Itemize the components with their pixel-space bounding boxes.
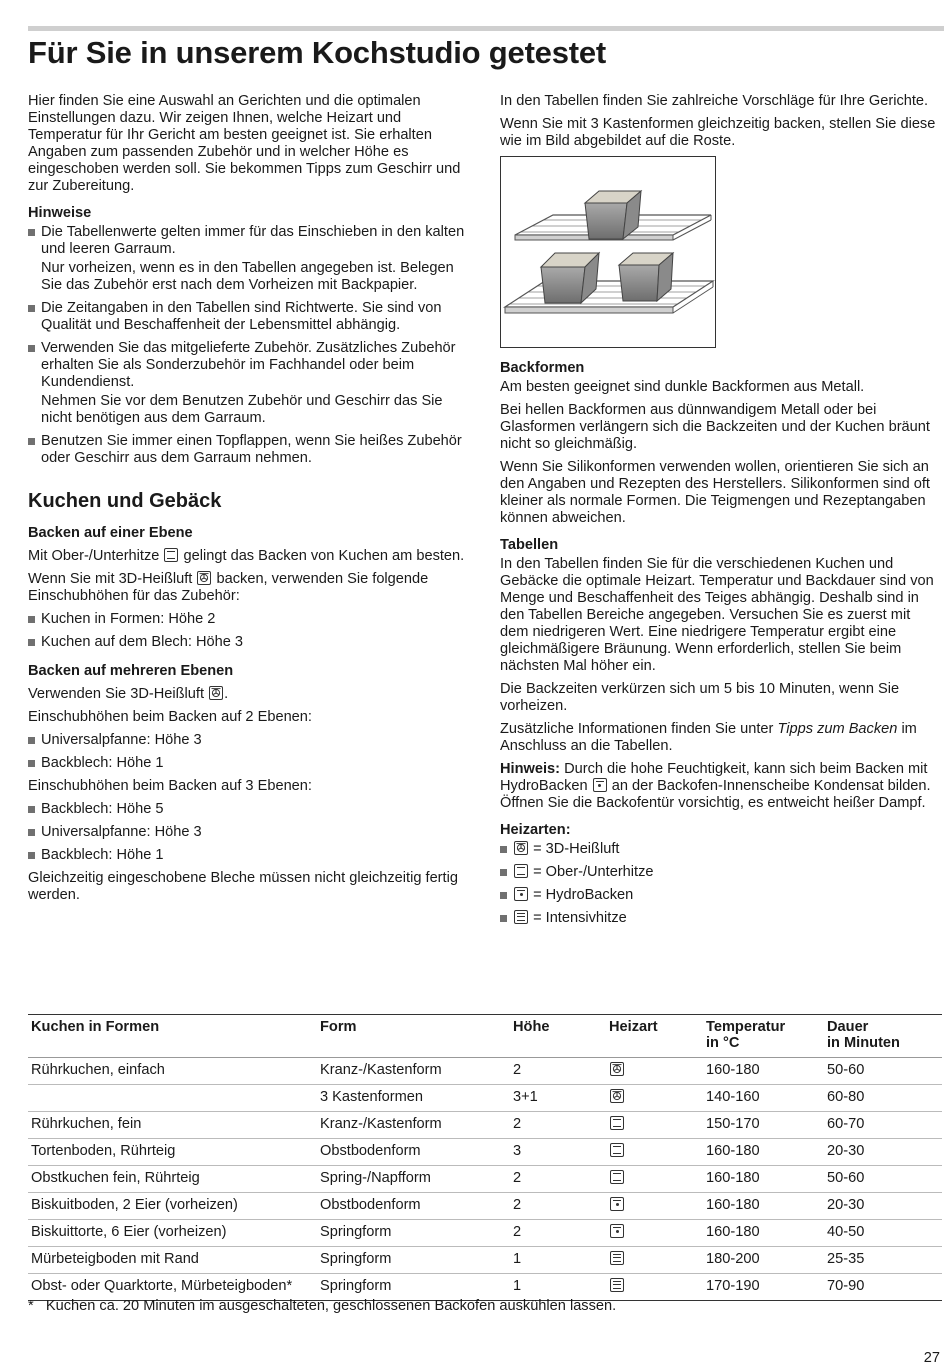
heizart-label: = HydroBacken bbox=[533, 887, 634, 903]
3d-heissluft-icon bbox=[209, 686, 223, 700]
table-row bbox=[28, 1220, 942, 1247]
hydrobacken-icon bbox=[593, 778, 607, 792]
heizarten-list bbox=[500, 841, 940, 927]
hinweis-subtext: Nur vorheizen, wenn es in den Tabellen angegeben ist. Belegen Sie das Zubehör erst nach dem Vorheizen mit Backpapier. bbox=[41, 260, 454, 293]
top-rule bbox=[28, 26, 944, 31]
table-cell: Springform bbox=[317, 1247, 510, 1274]
table-cell bbox=[606, 1274, 703, 1301]
table-row bbox=[28, 1112, 942, 1139]
tipps-reference: Tipps zum Backen bbox=[777, 721, 898, 737]
table-cell: Spring-/Napfform bbox=[317, 1166, 510, 1193]
table-cell: 2 bbox=[510, 1112, 606, 1139]
table-cell bbox=[606, 1112, 703, 1139]
table-cell: Biskuittorte, 6 Eier (vorheizen) bbox=[28, 1220, 317, 1247]
table-cell bbox=[606, 1247, 703, 1274]
text: im Anschluss an die Tabellen. bbox=[500, 721, 917, 754]
column-header: Dauer in Minuten bbox=[824, 1015, 942, 1058]
hydrobacken-icon bbox=[610, 1197, 624, 1211]
hinweis-label: Hinweis: bbox=[500, 761, 561, 777]
table-cell: 170-190 bbox=[703, 1274, 824, 1301]
mehreren-ebenen-p2: Einschubhöhen beim Backen auf 2 Ebenen: bbox=[28, 709, 312, 725]
3d-heissluft-icon bbox=[197, 571, 211, 585]
text: backen, verwenden Sie folgende Einschubhöhen für das Zubehör: bbox=[28, 571, 429, 604]
hinweis-item bbox=[28, 224, 473, 294]
table-cell: Kranz-/Kastenform bbox=[317, 1058, 510, 1085]
hinweis-text: Die Tabellenwerte gelten immer für das Einschieben in den kalten und leeren Garraum. bbox=[41, 224, 465, 257]
table-cell: 2 bbox=[510, 1058, 606, 1085]
einer-ebene-heading: Backen auf einer Ebene bbox=[28, 525, 193, 541]
kuchen-table bbox=[28, 1014, 942, 1301]
table-cell: 25-35 bbox=[824, 1247, 942, 1274]
intensivhitze-icon bbox=[610, 1251, 624, 1265]
table-cell: 150-170 bbox=[703, 1112, 824, 1139]
table-row bbox=[28, 1139, 942, 1166]
3d-heissluft-icon bbox=[514, 841, 528, 855]
table-cell: 70-90 bbox=[824, 1274, 942, 1301]
table-cell: 1 bbox=[510, 1247, 606, 1274]
backformen-p2: Bei hellen Backformen aus dünnwandigem Metall oder bei Glasformen verlängern sich die Backzeiten und der Kuchen bräunt nicht so gleichmäßig. bbox=[500, 402, 930, 452]
table-cell bbox=[606, 1193, 703, 1220]
einer-ebene-p1 bbox=[28, 548, 473, 565]
list-item: Universalpfanne: Höhe 3 bbox=[28, 732, 473, 749]
tabellen-p2: Die Backzeiten verkürzen sich um 5 bis 10 Minuten, wenn Sie vorheizen. bbox=[500, 681, 900, 714]
table-cell: 2 bbox=[510, 1220, 606, 1247]
page-title: Für Sie in unserem Kochstudio getestet bbox=[28, 35, 607, 70]
heizart-label: = Intensivhitze bbox=[533, 910, 627, 926]
table-cell bbox=[28, 1085, 317, 1112]
table-cell: Obstbodenform bbox=[317, 1139, 510, 1166]
table-cell: 180-200 bbox=[703, 1247, 824, 1274]
footnote-marker: * bbox=[28, 1298, 34, 1314]
list-item: Kuchen auf dem Blech: Höhe 3 bbox=[28, 634, 473, 651]
table-body bbox=[28, 1058, 942, 1301]
hinweise-list bbox=[28, 224, 473, 467]
text: an der Backofen-Innenscheibe Kondensat bilden. Öffnen Sie die Backofentür vorsichtig, es entweicht heißer Dampf. bbox=[500, 778, 931, 811]
tabellen-p1: In den Tabellen finden Sie für die verschiedenen Kuchen und Gebäcke die optimale Heizart. Temperatur und Backdauer sind von Menge und Beschaffenheit des Teiges abhängig. Deshalb sind in den Tabellen Bereiche angegeben. Versuchen Sie es zuerst mit dem niedrigeren Wert. Eine niedrigere Temperatur ergibt eine gleichmäßigere Bräunung. Wenn erforderlich, stellen Sie beim nächsten Mal höher ein. bbox=[500, 556, 934, 674]
3d-heissluft-icon bbox=[610, 1089, 624, 1103]
page-number: 27 bbox=[923, 1350, 940, 1366]
kastenformen-illustration bbox=[500, 156, 716, 348]
left-column bbox=[28, 93, 473, 910]
heizart-item bbox=[500, 841, 940, 858]
heizart-item bbox=[500, 864, 940, 881]
right-column bbox=[500, 93, 940, 933]
table-cell: 60-70 bbox=[824, 1112, 942, 1139]
right-p1: In den Tabellen finden Sie zahlreiche Vorschläge für Ihre Gerichte. bbox=[500, 93, 929, 109]
table-cell: 1 bbox=[510, 1274, 606, 1301]
right-p2: Wenn Sie mit 3 Kastenformen gleichzeitig backen, stellen Sie diese wie im Bild abgebildet auf die Roste. bbox=[500, 116, 936, 149]
table-cell: Tortenboden, Rührteig bbox=[28, 1139, 317, 1166]
table-row bbox=[28, 1166, 942, 1193]
mehreren-ebenen-p1 bbox=[28, 686, 473, 703]
text: gelingt das Backen von Kuchen am besten. bbox=[183, 548, 465, 564]
column-header: Kuchen in Formen bbox=[28, 1015, 317, 1058]
hinweis-subtext: Nehmen Sie vor dem Benutzen Zubehör und Geschirr das Sie nicht benötigen aus dem Garraum. bbox=[41, 393, 443, 426]
ober-unterhitze-icon bbox=[610, 1116, 624, 1130]
tabellen-p3 bbox=[500, 721, 940, 755]
list-item: Backblech: Höhe 5 bbox=[28, 801, 473, 818]
list-item: Backblech: Höhe 1 bbox=[28, 847, 473, 864]
ebenen-3-list bbox=[28, 801, 473, 864]
ober-unterhitze-icon bbox=[164, 548, 178, 562]
ober-unterhitze-icon bbox=[610, 1170, 624, 1184]
oven-racks-image bbox=[501, 157, 715, 347]
table-cell: Biskuitboden, 2 Eier (vorheizen) bbox=[28, 1193, 317, 1220]
mehreren-ebenen-p3: Einschubhöhen beim Backen auf 3 Ebenen: bbox=[28, 778, 312, 794]
table-cell: Springform bbox=[317, 1274, 510, 1301]
table-cell: 160-180 bbox=[703, 1139, 824, 1166]
table-cell: 160-180 bbox=[703, 1166, 824, 1193]
backformen-p3: Wenn Sie Silikonformen verwenden wollen, orientieren Sie sich an den Angaben und Rezepten des Herstellers. Silikonformen sind oft kleiner als normale Formen. Die Teigmengen und Rezeptangaben können abweichen. bbox=[500, 459, 930, 526]
table-cell: Springform bbox=[317, 1220, 510, 1247]
footnote bbox=[28, 1298, 616, 1315]
table-cell: 140-160 bbox=[703, 1085, 824, 1112]
table-row bbox=[28, 1058, 942, 1085]
table-cell: Obst- oder Quarktorte, Mürbeteigboden* bbox=[28, 1274, 317, 1301]
table-cell: Mürbeteigboden mit Rand bbox=[28, 1247, 317, 1274]
ebenen-2-list bbox=[28, 732, 473, 772]
table-cell bbox=[606, 1139, 703, 1166]
text: Wenn Sie mit 3D-Heißluft bbox=[28, 571, 193, 587]
text: Verwenden Sie 3D-Heißluft bbox=[28, 686, 205, 702]
3d-heissluft-icon bbox=[610, 1062, 624, 1076]
backformen-p1: Am besten geeignet sind dunkle Backformen aus Metall. bbox=[500, 379, 865, 395]
hinweise-heading: Hinweise bbox=[28, 205, 92, 221]
table-cell: 50-60 bbox=[824, 1166, 942, 1193]
mehreren-ebenen-p4: Gleichzeitig eingeschobene Bleche müssen nicht gleichzeitig fertig werden. bbox=[28, 870, 458, 903]
table-header-row bbox=[28, 1015, 942, 1058]
hinweis-item bbox=[28, 300, 473, 334]
heizart-item bbox=[500, 887, 940, 904]
table-row bbox=[28, 1085, 942, 1112]
table-cell bbox=[606, 1085, 703, 1112]
column-header: Heizart bbox=[606, 1015, 703, 1058]
text: Zusätzliche Informationen finden Sie unter bbox=[500, 721, 774, 737]
table-cell: 3 bbox=[510, 1139, 606, 1166]
table-cell: 40-50 bbox=[824, 1220, 942, 1247]
footnote-text: Kuchen ca. 20 Minuten im ausgeschalteten, geschlossenen Backofen auskühlen lassen. bbox=[45, 1298, 617, 1314]
hinweis-paragraph bbox=[500, 761, 940, 812]
heizart-label: = Ober-/Unterhitze bbox=[533, 864, 654, 880]
column-header: Höhe bbox=[510, 1015, 606, 1058]
intensivhitze-icon bbox=[514, 910, 528, 924]
list-item: Universalpfanne: Höhe 3 bbox=[28, 824, 473, 841]
table-row bbox=[28, 1247, 942, 1274]
table-cell: 50-60 bbox=[824, 1058, 942, 1085]
table-cell bbox=[606, 1220, 703, 1247]
heizart-label: = 3D-Heißluft bbox=[533, 841, 620, 857]
kuchen-heading: Kuchen und Gebäck bbox=[28, 490, 222, 512]
einer-ebene-p2 bbox=[28, 571, 473, 605]
table-cell: 2 bbox=[510, 1166, 606, 1193]
hinweis-text: Benutzen Sie immer einen Topflappen, wenn Sie heißes Zubehör oder Geschirr aus dem Garraum nehmen. bbox=[41, 433, 462, 466]
column-header: Temperatur in °C bbox=[703, 1015, 824, 1058]
table-cell: Obstkuchen fein, Rührteig bbox=[28, 1166, 317, 1193]
hinweis-text: Die Zeitangaben in den Tabellen sind Richtwerte. Sie sind von Qualität und Beschaffenheit der Lebensmittel abhängig. bbox=[41, 300, 442, 333]
table-cell: 3+1 bbox=[510, 1085, 606, 1112]
table-cell: 160-180 bbox=[703, 1193, 824, 1220]
table-cell bbox=[606, 1166, 703, 1193]
table-cell bbox=[606, 1058, 703, 1085]
ober-unterhitze-icon bbox=[610, 1143, 624, 1157]
table-cell: Kranz-/Kastenform bbox=[317, 1112, 510, 1139]
hinweis-item bbox=[28, 433, 473, 467]
einer-ebene-list bbox=[28, 611, 473, 651]
hinweis-text: Verwenden Sie das mitgelieferte Zubehör. Zusätzliches Zubehör erhalten Sie als Sonderzubehör im Fachhandel oder beim Kundendienst. bbox=[41, 340, 456, 390]
ober-unterhitze-icon bbox=[514, 864, 528, 878]
table-cell: 160-180 bbox=[703, 1220, 824, 1247]
table-cell: 160-180 bbox=[703, 1058, 824, 1085]
hydrobacken-icon bbox=[610, 1224, 624, 1238]
table-cell: Obstbodenform bbox=[317, 1193, 510, 1220]
tabellen-heading: Tabellen bbox=[500, 537, 559, 553]
table-cell: 3 Kastenformen bbox=[317, 1085, 510, 1112]
table-cell: 20-30 bbox=[824, 1193, 942, 1220]
table-cell: 2 bbox=[510, 1193, 606, 1220]
column-header: Form bbox=[317, 1015, 510, 1058]
intensivhitze-icon bbox=[610, 1278, 624, 1292]
intro-paragraph: Hier finden Sie eine Auswahl an Gerichten und die optimalen Einstellungen dazu. Wir zeigen Ihnen, welche Heizart und Temperatur für Ihr Gericht am besten geeignet ist. Sie erhalten Angaben zum passenden Zubehör und in welcher Höhe es eingeschoben werden soll. Sie bekommen Tipps zum Geschirr und zur Zubereitung. bbox=[28, 93, 461, 194]
table-row bbox=[28, 1193, 942, 1220]
text: . bbox=[224, 686, 229, 702]
list-item: Backblech: Höhe 1 bbox=[28, 755, 473, 772]
table-row bbox=[28, 1274, 942, 1301]
table-cell: 60-80 bbox=[824, 1085, 942, 1112]
table-cell: 20-30 bbox=[824, 1139, 942, 1166]
backformen-heading: Backformen bbox=[500, 360, 585, 376]
table-cell: Rührkuchen, fein bbox=[28, 1112, 317, 1139]
heizarten-heading: Heizarten: bbox=[500, 822, 571, 838]
text: Mit Ober-/Unterhitze bbox=[28, 548, 160, 564]
hydrobacken-icon bbox=[514, 887, 528, 901]
table-cell: Rührkuchen, einfach bbox=[28, 1058, 317, 1085]
heizart-item bbox=[500, 910, 940, 927]
list-item: Kuchen in Formen: Höhe 2 bbox=[28, 611, 473, 628]
text: Durch die hohe Feuchtigkeit, kann sich beim Backen mit HydroBacken bbox=[500, 761, 928, 794]
hinweis-item bbox=[28, 340, 473, 427]
mehreren-ebenen-heading: Backen auf mehreren Ebenen bbox=[28, 663, 234, 679]
